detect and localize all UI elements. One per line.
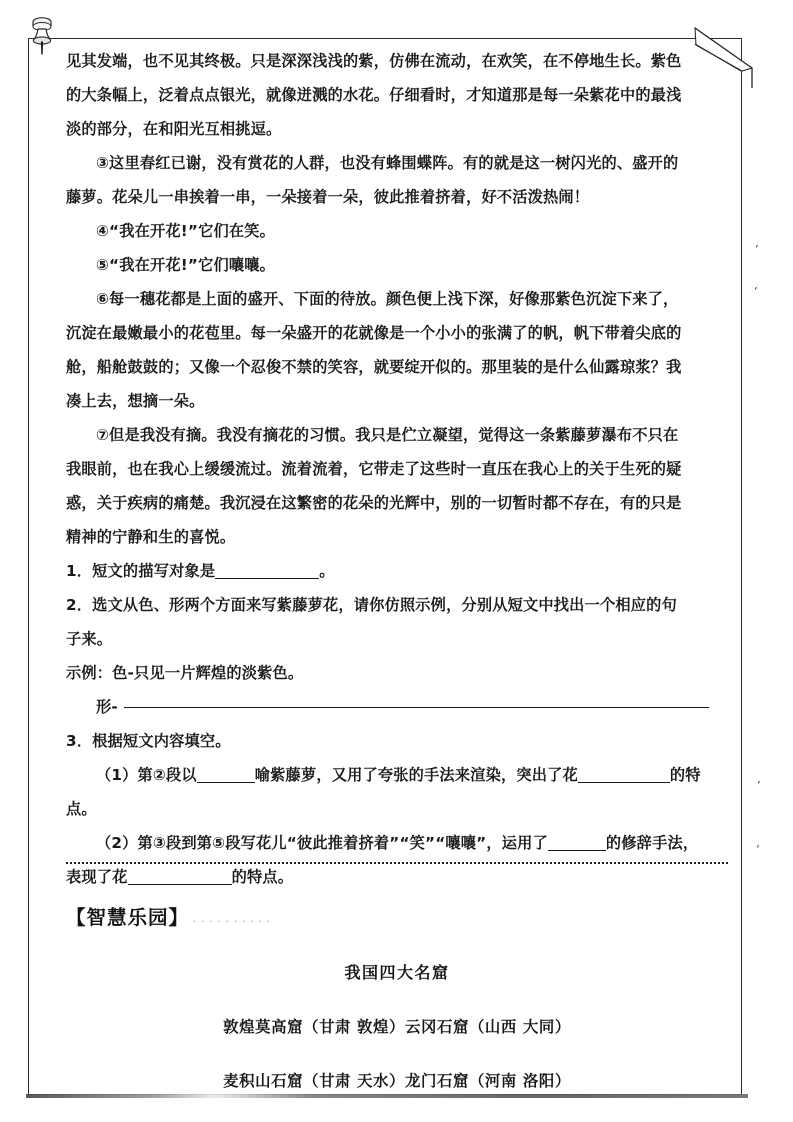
question-2-answer-label: 形- [96,698,118,716]
scan-speck: ‘ [757,779,761,792]
question-2-example: 示例：色-只见一片辉煌的淡紫色。 [66,664,304,682]
question-1-answer-blank[interactable] [215,578,319,579]
section-separator [66,862,728,864]
question-3-sub-2-line-1 [66,826,728,860]
question-3-sub-1-seg1: 第②段以 [137,766,197,784]
question-3-number: 3． [66,732,93,750]
question-3-sub-1-label: （1） [96,766,138,784]
question-3-text: 根据短文内容填空。 [92,732,231,750]
question-3-sub-2-seg2: 的修辞手法， [605,834,699,852]
question-2-line-2: 子来。 [66,630,113,648]
question-3-sub-1-line-1 [66,758,728,792]
question-3-sub-2-seg1: 第③段到第⑤段写花儿“彼此推着挤着”“笑”“嚷嚷”，运用了 [137,834,548,852]
fun-zone-title: 【智慧乐园】 [66,906,190,929]
question-2-answer-row [66,690,728,724]
question-2-text: 选文从色、形两个方面来写紫藤萝花，请你仿照示例，分别从短文中找出一个相应的句 [92,596,677,614]
question-1-number: 1． [66,562,93,580]
fun-zone-section [66,902,728,1091]
question-3-sub-1-blank-1[interactable] [197,782,255,783]
passage-paragraph-3-line: ③这里春红已谢，没有赏花的人群，也没有蜂围蝶阵。有的就是这一树闪光的、盛开的 [96,154,679,172]
caves-line: 麦积山石窟（甘肃 天水）龙门石窟（河南 洛阳） [223,1072,571,1090]
passage-paragraph-5-line: ⑤“我在开花!”它们嚷嚷。 [96,256,276,274]
question-1-period: 。 [319,562,335,580]
page-bottom-edge-shadow [26,1094,748,1098]
caves-heading: 我国四大名窟 [344,963,450,982]
scan-speck: ‘ [756,843,760,856]
passage-paragraph-7-line: ⑦但是我没有摘。我没有摘花的习惯。我只是伫立凝望，觉得这一条紫藤萝瀑布不只在 [96,426,679,444]
passage-paragraph-6-line: 舱，船舱鼓鼓的；又像一个忍俊不禁的笑容，就要绽开似的。那里装的是什么仙露琼浆？我 [66,358,682,376]
scan-speck: ‘ [754,285,758,298]
fun-zone-leader-dots: .......... [193,914,275,925]
passage-paragraph-6-line: 凑上去，想摘一朵。 [66,392,205,410]
passage-line: 淡的部分，在和阳光互相挑逗。 [66,120,282,138]
caves-line: 敦煌莫高窟（甘肃 敦煌）云冈石窟（山西 大同） [223,1018,571,1036]
question-2-number: 2． [66,596,93,614]
passage-paragraph-6-line: ⑥每一穗花都是上面的盛开、下面的待放。颜色便上浅下深，好像那紫色沉淀下来了， [96,290,679,308]
question-3-sub-1-seg3: 的特 [669,766,701,784]
question-3-sub-2-blank-1[interactable] [548,850,606,851]
passage-line: 见其发端，也不见其终极。只是深深浅浅的紫，仿佛在流动，在欢笑，在不停地生长。紫色 [66,52,682,70]
passage-paragraph-7-line: 惑，关于疾病的痛楚。我沉浸在这繁密的花朵的光辉中，别的一切暂时都不存在，有的只是 [66,494,682,512]
question-3-sub-2-line-2 [66,860,728,894]
passage-paragraph-4-line: ④“我在开花!”它们在笑。 [96,222,276,240]
question-3-sub-1-seg2: 喻紫藤萝，又用了夸张的手法来渲染，突出了花 [254,766,578,784]
question-2-answer-rule[interactable] [124,707,709,708]
question-3-sub-2-blank-2[interactable] [128,884,232,885]
question-2-line-1 [66,588,728,622]
passage-line: 的大条幅上，泛着点点银光，就像迸溅的水花。仔细看时，才知道那是每一朵紫花中的最浅 [66,86,682,104]
passage-paragraph-6-line: 沉淀在最嫩最小的花苞里。每一朵盛开的花就像是一个小小的张满了的帆，帆下带着尖底的 [66,324,682,342]
question-3-sub-2-seg3: 表现了花 [66,868,128,886]
scan-speck: ‘ [755,243,759,256]
question-3-sub-1-blank-2[interactable] [578,782,670,783]
question-3-sub-2-seg4: 的特点。 [231,868,294,886]
question-3-line [66,724,728,758]
question-3-sub-2-label: （2） [96,834,138,852]
passage-paragraph-7-line: 我眼前，也在我心上缓缓流过。流着流着，它带走了这些时一直压在我心上的关于生死的疑 [66,460,682,478]
passage-paragraph-7-line: 精神的宁静和生的喜悦。 [66,528,236,546]
pushpin-icon [25,16,59,74]
question-3-sub-1-line-2: 点。 [66,800,97,818]
question-1 [66,554,728,588]
question-1-text: 短文的描写对象是 [92,562,216,580]
document-text-body [66,44,728,894]
passage-paragraph-3-line: 藤萝。花朵儿一串挨着一串，一朵接着一朵，彼此推着挤着，好不活泼热闹！ [66,188,590,206]
